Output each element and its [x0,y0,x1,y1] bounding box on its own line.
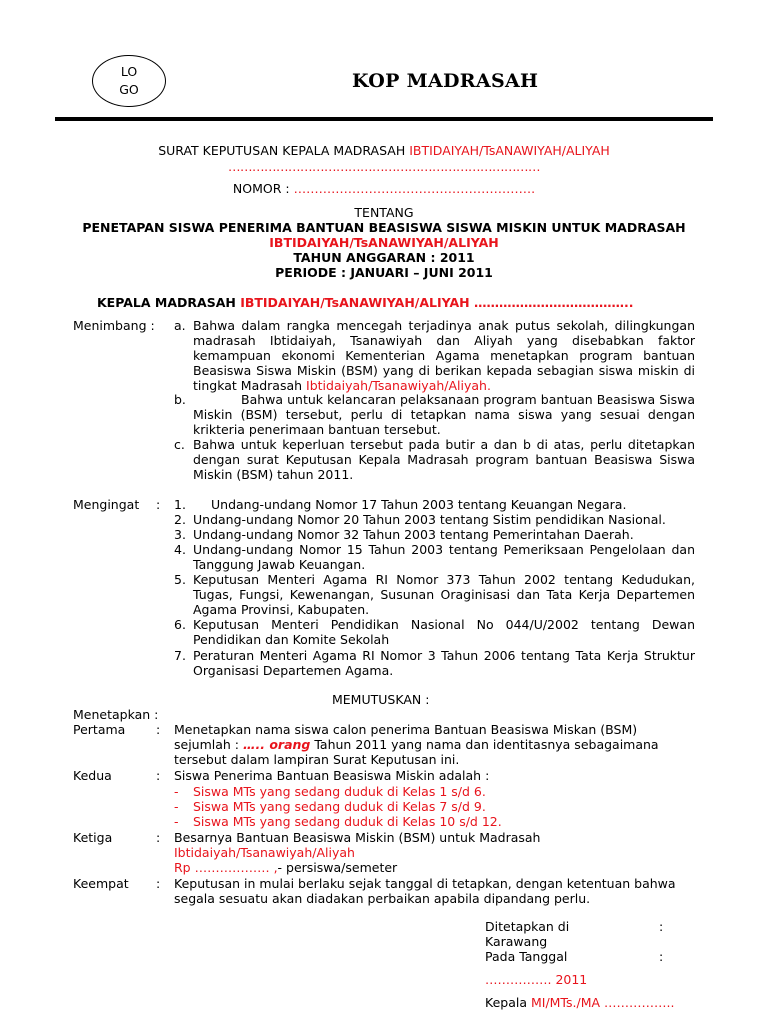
kedua-list-item: Siswa MTs yang sedang duduk di Kelas 7 s/d 9. [193,799,486,814]
mengingat-item: Undang-undang Nomor 15 Tahun 2003 tentang Pemeriksaan Pengelolaan dan Tanggung Jawab Keuangan. [193,542,695,572]
mengingat-num: 2. [174,512,186,527]
keempat-label: Keempat [73,876,129,891]
mengingat-item: Keputusan Menteri Agama RI Nomor 373 Tahun 2002 tentang Kedudukan, Tugas, Fungsi, Kewenangan, Susunan Oraginisasi dan Tata Kerja Departemen Agama Provinsi, Kabupaten. [193,572,695,617]
kedua-list-item: Siswa MTs yang sedang duduk di Kelas 10 s/d 12. [193,814,502,829]
menimbang-label: Menimbang : [73,318,155,333]
kedua-bullet-dash: - [174,814,179,829]
decree-title [55,143,713,158]
pertama-line-2-tail: Tahun 2011 yang nama dan identitasnya sebagaimana [310,737,659,752]
menimbang-b-text: Bahwa untuk kelancaran pelaksanaan program bantuan Beasiswa Siswa Miskin (BSM) tersebut, perlu di tetapkan nama siswa yang sesuai dengan krikteria penerimaan bantuan tersebut. [193,392,695,437]
tentang-heading: TENTANG [354,205,414,220]
ketiga-amount [174,860,397,875]
mengingat-item: Undang-undang Nomor 32 Tahun 2003 tentang Pemerintahan Daerah. [193,527,634,542]
menimbang-a-body: Bahwa dalam rangka mencegah terjadinya anak putus sekolah, dilingkungan madrasah Ibtidaiyah, Tsanawiyah dan Aliyah yang disebabkan faktor kemampuan ekonomi Kementerian Agama menetapkan program bantuan Beasiswa Siswa Miskin (BSM) yang di berikan kepada sebagian siswa miskin di tingkat Madrasah [193,318,695,393]
mengingat-num: 4. [174,542,186,557]
tanggal-value: ……………. 2011 [485,972,588,987]
mengingat-num: 6. [174,617,186,632]
kedua-bullet-dash: - [174,784,179,799]
ditetapkan-label: Ditetapkan di [485,919,570,934]
ketiga-colon: : [156,830,161,845]
keempat-line-2: segala sesuatu akan diadakan perbaikan apabila dipandang perlu. [174,891,591,906]
pertama-jumlah-value: ….. orang [243,737,311,752]
pertama-label: Pertama [73,722,126,737]
ditetapkan-place: Karawang [485,934,548,949]
decree-title-prefix: SURAT KEPUTUSAN KEPALA MADRASAH [158,143,410,158]
mengingat-colon: : [156,497,161,512]
ketiga-rp-tail: - persiswa/semeter [277,860,398,875]
signatory-madrasah: MI/MTs./MA …………….. [530,995,675,1010]
tanggal-colon: : [659,949,664,964]
pertama-jumlah-label: sejumlah : [174,737,243,752]
subject-line-1: PENETAPAN SISWA PENERIMA BANTUAN BEASISWA SISWA MISKIN UNTUK MADRASAH [82,220,686,235]
menimbang-c-num: c. [174,437,185,452]
keempat-line-1: Keputusan in mulai berlaku sejak tanggal di tetapkan, dengan ketentuan bahwa [174,876,676,891]
kepala-madrasah-name: IBTIDAIYAH/TsANAWIYAH/ALIYAH [240,295,470,310]
menimbang-a-text [193,318,695,393]
kepala-madrasah-heading [97,295,634,310]
mengingat-num: 3. [174,527,186,542]
pertama-colon: : [156,722,161,737]
pertama-line-3: tersebut dalam lampiran Surat Keputusan ini. [174,752,460,767]
kedua-text: Siswa Penerima Bantuan Beasiswa Miskin adalah : [174,768,490,783]
nomor-label: NOMOR : [232,181,294,196]
subject-line-4: PERIODE : JANUARI – JUNI 2011 [275,265,493,280]
kepala-prefix: KEPALA MADRASAH [97,295,241,310]
ketiga-madrasah: Ibtidaiyah/Tsanawiyah/Aliyah [174,845,355,860]
letterhead-title: KOP MADRASAH [352,70,539,92]
menimbang-a-madrasah: Ibtidaiyah/Tsanawiyah/Aliyah. [306,378,491,393]
kedua-list-item: Siswa MTs yang sedang duduk di Kelas 1 s/d 6. [193,784,486,799]
ketiga-rp: Rp ……………… , [174,860,278,875]
pertama-line-2 [174,737,659,752]
kedua-bullet-dash: - [174,799,179,814]
mengingat-item: Peraturan Menteri Agama RI Nomor 3 Tahun 2006 tentang Tata Kerja Struktur Organisasi Departemen Agama. [193,648,695,678]
keempat-colon: : [156,876,161,891]
nomor-line [55,181,713,196]
decree-title-dots: …………………………………………………………………… [228,159,540,174]
header-divider [55,117,713,121]
subject-line-3: TAHUN ANGGARAN : 2011 [293,250,475,265]
signatory-title [485,995,674,1010]
kedua-label: Kedua [73,768,112,783]
menimbang-b-num: b. [174,392,186,407]
logo-placeholder [92,55,166,107]
mengingat-num: 7. [174,648,186,663]
logo-text-1: LO [120,64,138,79]
signatory-prefix: Kepala [485,995,531,1010]
nomor-dots: …………………………………………………. [293,181,536,196]
ditetapkan-colon: : [659,919,664,934]
ketiga-label: Ketiga [73,830,113,845]
kedua-colon: : [156,768,161,783]
ketiga-text: Besarnya Bantuan Beasiswa Miskin (BSM) untuk Madrasah [174,830,541,845]
decree-title-madrasah: IBTIDAIYAH/TsANAWIYAH/ALIYAH [409,143,610,158]
mengingat-item: Undang-undang Nomor 17 Tahun 2003 tentang Keuangan Negara. [211,497,627,512]
mengingat-item: Undang-undang Nomor 20 Tahun 2003 tentang Sistim pendidikan Nasional. [193,512,666,527]
mengingat-item: Keputusan Menteri Pendidikan Nasional No 044/U/2002 tentang Dewan Pendidikan dan Komite Sekolah [193,617,695,647]
memutuskan-heading: MEMUTUSKAN : [332,692,430,707]
tanggal-label: Pada Tanggal [485,949,568,964]
pertama-line-1: Menetapkan nama siswa calon penerima Bantuan Beasiswa Miskan (BSM) [174,722,638,737]
menetapkan-label: Menetapkan : [73,707,159,722]
menimbang-a-num: a. [174,318,186,333]
kepala-dots: ……………………………….. [469,295,634,310]
mengingat-label: Mengingat [73,497,140,512]
menimbang-c-text: Bahwa untuk keperluan tersebut pada butir a dan b di atas, perlu ditetapkan dengan surat Keputusan Kepala Madrasah program bantuan Beasiswa Siswa Miskin (BSM) tahun 2011. [193,437,695,482]
subject-line-2: IBTIDAIYAH/TsANAWIYAH/ALIYAH [269,235,499,250]
mengingat-num: 1. [174,497,186,512]
logo-text-2: GO [119,82,139,97]
mengingat-num: 5. [174,572,186,587]
